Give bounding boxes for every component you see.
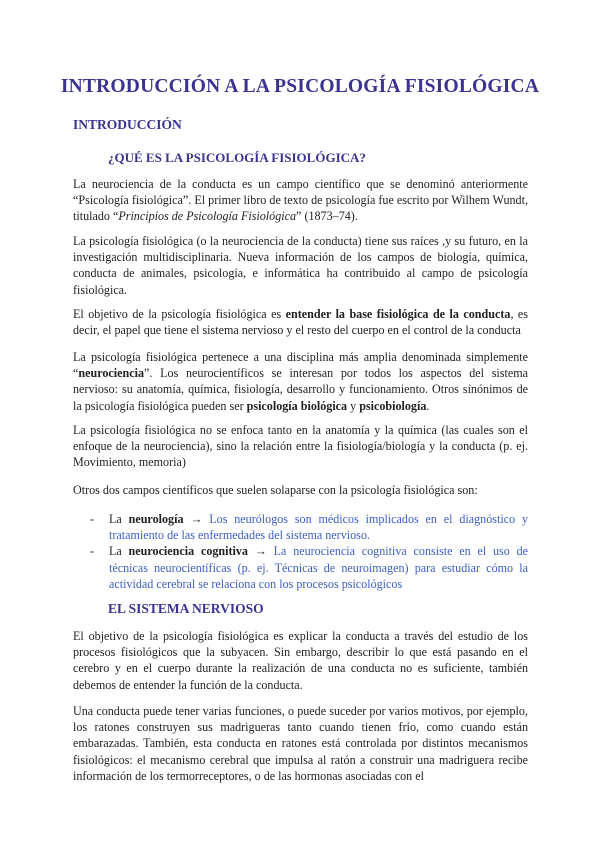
list-item-description: Los neurólogos son médicos implicados en el diagnóstico y tratamiento de las enfermedades del sistema nervioso. [109,512,529,543]
paragraph-1 [73,176,528,225]
paragraph-3-text-b: , es decir, el papel que tiene el sistema nervioso y el resto del cuerpo en el control de la conducta [73,307,529,338]
list-item-description: La neurociencia cognitiva consiste en el uso de técnicas neurocientíficas (p. ej. Técnicas de neuroimagen) para estudiar cómo la actividad cerebral se relaciona con los procesos psicológicos [109,544,529,591]
paragraph-4-text-d: . [426,398,430,413]
paragraph-4-bold-neurociencia: neurociencia [78,366,144,381]
paragraph-4-bold-psicologia-biologica: psicología biológica [246,398,348,413]
paragraph-1-text-a: La neurociencia de la conducta es un campo científico que se denominó anteriormente “Psicología fisiológica”. El primer libro de texto de psicología fue escrito por Wilhem Wundt, titulado “ [73,177,528,224]
list-item [73,543,528,592]
paragraph-3-bold: entender la base fisiológica de la conducta [285,307,511,321]
paragraph-3 [73,306,528,338]
list-item-prefix: La [109,512,129,526]
paragraph-4 [73,349,528,414]
section-heading-introduccion: INTRODUCCIÓN [73,117,182,132]
paragraph-4-bold-psicobiologia: psicobiología [359,398,427,413]
arrow-icon: → [183,512,210,526]
paragraph-7: El objetivo de la psicología fisiológica es explicar la conducta a través del estudio de los procesos fisiológicos que la subyacen. Sin embargo, describir lo que está pasando en el cerebro y en el cuerpo durante la realización de una conducta no es suficiente, también debemos de entender la función de la conducta. [73,629,528,692]
list-item [73,511,528,543]
related-fields-list [73,511,528,592]
list-dash: - [90,544,95,559]
list-dash: - [90,512,95,526]
paragraph-4-text-c: y [347,398,360,413]
paragraph-4-text-a: La psicología fisiológica pertenece a una disciplina más amplia denominada simplemente “ [73,350,528,381]
paragraph-8: Una conducta puede tener varias funciones, o puede suceder por varios motivos, por ejemplo, los ratones construyen sus madrigueras tanto cuando tienen frío, como cuando están embarazadas. También, esta conducta en ratones está controlada por distintos mecanismos fisiológicos: el mecanismo cerebral que impulsa al ratón a construir una madriguera recibe información de los termorreceptores, o de las hormonas asociadas con el [73,704,528,783]
paragraph-2: La psicología fisiológica (o la neurociencia de la conducta) tiene sus raíces ,y su futuro, en la investigación multidisciplinaria. Nueva información de los campos de biología, química, conducta de animales, psicología, e informática ha contribuido al campo de psicología fisiológica. [73,234,528,297]
document-title: INTRODUCCIÓN A LA PSICOLOGÍA FISIOLÓGICA [60,76,540,97]
arrow-icon: → [247,544,274,559]
subsection-heading-que-es: ¿QUÉ ES LA PSICOLOGÍA FISIOLÓGICA? [108,150,366,165]
section-heading-sistema-nervioso: EL SISTEMA NERVIOSO [108,601,264,616]
paragraph-6: Otros dos campos científicos que suelen solaparse con la psicología fisiológica son: [73,483,478,497]
paragraph-5: La psicología fisiológica no se enfoca tanto en la anatomía y la química (las cuales son el enfoque de la neurociencia), sino la relación entre la fisiología/biología y la conducta (p. ej. Movimiento, memoria) [73,423,528,470]
list-item-prefix: La [109,544,129,559]
list-item-term: neurociencia cognitiva [128,544,248,559]
list-item-term: neurología [128,512,184,526]
book-title-italic: Principios de Psicología Fisiológica [118,209,297,224]
paragraph-4-text-b: ”. Los neurocientíficos se interesan por todos los aspectos del sistema nervioso: su anatomía, química, fisiología, desarrollo y funcionamiento. Otros sinónimos de la psicología fisiológica pueden ser [73,366,528,413]
paragraph-3-text-a: El objetivo de la psicología fisiológica es [73,307,286,321]
paragraph-1-text-b: ” (1873–74). [296,209,358,224]
